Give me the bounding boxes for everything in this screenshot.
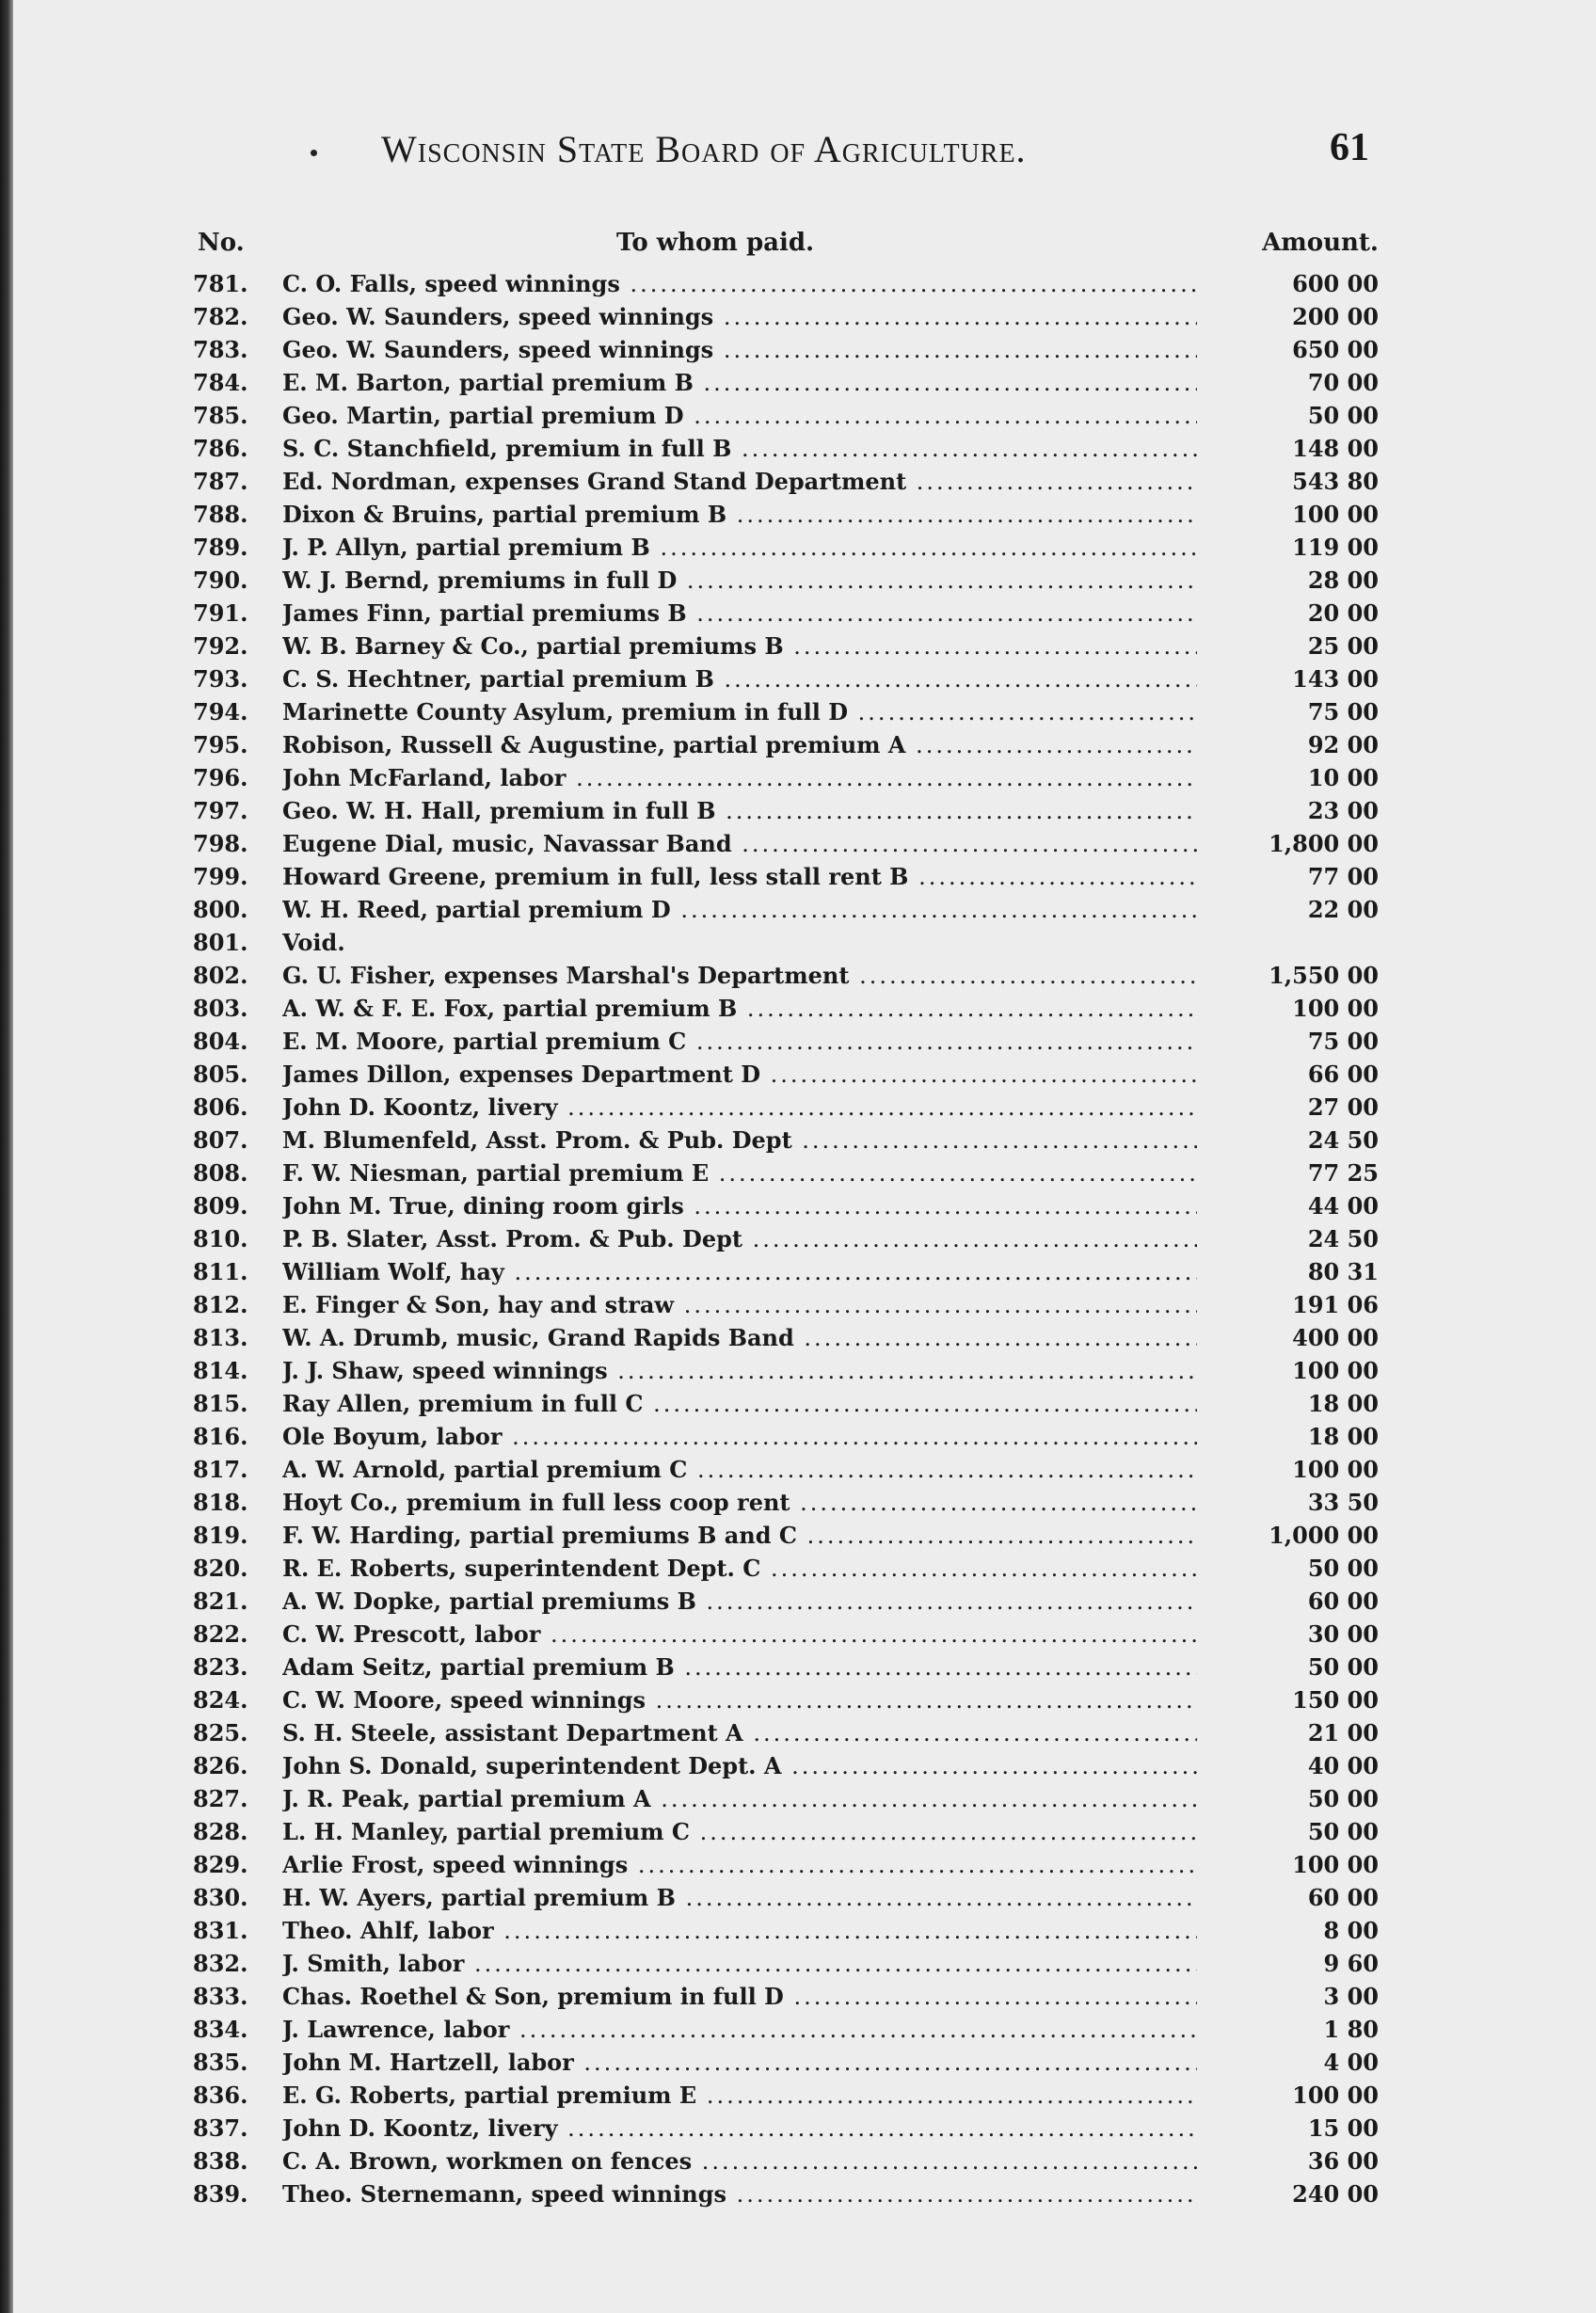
payee-description: W. J. Bernd, premiums in full D .....	[282, 566, 1197, 594]
amount-value: 28 00	[1307, 566, 1379, 594]
table-row	[184, 1353, 1379, 1386]
table-row	[184, 1551, 1379, 1584]
voucher-number: 828.	[193, 1818, 248, 1845]
amount-value: 10 00	[1307, 764, 1379, 791]
amount-value: 25 00	[1307, 632, 1379, 660]
payee-description: S. C. Stanchfield, premium in full B .....	[282, 435, 1197, 462]
voucher-number: 794.	[193, 698, 248, 726]
table-row	[184, 563, 1379, 596]
amount-value: 600 00	[1292, 270, 1379, 297]
voucher-number: 783.	[193, 336, 248, 363]
amount-value: 143 00	[1292, 665, 1379, 693]
table-row	[184, 793, 1379, 826]
amount-value: 9 60	[1323, 1950, 1379, 1977]
payee-description: J. Lawrence, labor .....	[282, 2016, 1197, 2043]
payee-description: Geo. W. H. Hall, premium in full B .....	[282, 797, 1197, 824]
table-row	[184, 1057, 1379, 1090]
amount-value: 200 00	[1292, 303, 1379, 330]
voucher-number: 816.	[193, 1423, 248, 1450]
payee-description: Theo. Sternemann, speed winnings .....	[282, 2180, 1197, 2208]
payee-description: Geo. Martin, partial premium D .....	[282, 402, 1197, 429]
table-row	[184, 991, 1379, 1024]
table-row	[184, 826, 1379, 859]
running-title: Wisconsin State Board of Agriculture.	[381, 128, 1027, 170]
amount-value: 33 50	[1307, 1489, 1379, 1516]
payee-description: R. E. Roberts, superintendent Dept. C .....	[282, 1555, 1197, 1582]
payee-description: P. B. Slater, Asst. Prom. & Pub. Dept .....	[282, 1225, 1197, 1252]
voucher-number: 839.	[193, 2180, 248, 2208]
column-header-amount: Amount.	[1262, 229, 1379, 257]
table-row	[184, 2177, 1379, 2209]
payee-description: William Wolf, hay .....	[282, 1258, 1197, 1285]
voucher-number: 838.	[193, 2147, 248, 2175]
table-row	[184, 1814, 1379, 1847]
amount-value: 30 00	[1307, 1620, 1379, 1648]
table-row	[184, 2078, 1379, 2111]
amount-value: 150 00	[1292, 1686, 1379, 1714]
amount-value: 27 00	[1307, 1093, 1379, 1121]
amount-value: 15 00	[1307, 2114, 1379, 2142]
voucher-number: 811.	[193, 1258, 248, 1285]
voucher-number: 818.	[193, 1489, 248, 1516]
column-header-to-whom-paid: To whom paid.	[616, 229, 815, 257]
payee-description: H. W. Ayers, partial premium B .....	[282, 1884, 1197, 1911]
header-dot	[311, 150, 317, 156]
table-row	[184, 1880, 1379, 1913]
amount-value: 119 00	[1292, 534, 1379, 561]
voucher-number: 795.	[193, 731, 248, 758]
amount-value: 100 00	[1292, 995, 1379, 1022]
payee-description: E. M. Moore, partial premium C .....	[282, 1028, 1197, 1055]
table-row	[184, 2045, 1379, 2078]
voucher-number: 835.	[193, 2049, 248, 2076]
table-row	[184, 1024, 1379, 1057]
amount-value: 650 00	[1292, 336, 1379, 363]
payee-description: E. Finger & Son, hay and straw .....	[282, 1291, 1197, 1318]
payee-description: C. S. Hechtner, partial premium B .....	[282, 665, 1197, 693]
payee-description: Hoyt Co., premium in full less coop rent .....	[282, 1489, 1197, 1516]
page-binding-edge	[0, 0, 13, 2313]
voucher-number: 820.	[193, 1555, 248, 1582]
table-row	[184, 497, 1379, 530]
table-row	[184, 925, 1369, 958]
amount-value: 400 00	[1292, 1324, 1379, 1351]
payee-description: Void.	[282, 929, 345, 956]
voucher-number: 831.	[193, 1917, 248, 1944]
table-row	[184, 1254, 1379, 1287]
payee-description: W. B. Barney & Co., partial premiums B .....	[282, 632, 1197, 660]
table-row	[184, 299, 1379, 332]
payee-description: Dixon & Bruins, partial premium B .....	[282, 501, 1197, 528]
amount-value: 18 00	[1307, 1423, 1379, 1450]
amount-value: 1,550 00	[1269, 962, 1379, 989]
payee-description: Geo. W. Saunders, speed winnings .....	[282, 336, 1197, 363]
amount-value: 50 00	[1307, 1818, 1379, 1845]
amount-value: 1,800 00	[1269, 830, 1379, 857]
payee-description: L. H. Manley, partial premium C .....	[282, 1818, 1197, 1845]
payee-description: A. W. Dopke, partial premiums B .....	[282, 1587, 1197, 1615]
voucher-number: 833.	[193, 1983, 248, 2010]
voucher-number: 809.	[193, 1192, 248, 1220]
voucher-number: 826.	[193, 1752, 248, 1779]
amount-value: 21 00	[1307, 1719, 1379, 1747]
voucher-number: 800.	[193, 896, 248, 923]
document-page	[184, 126, 1379, 2209]
payee-description: James Finn, partial premiums B .....	[282, 599, 1197, 627]
table-row	[184, 431, 1379, 464]
table-row	[184, 2012, 1379, 2045]
voucher-number: 823.	[193, 1653, 248, 1681]
payee-description: E. G. Roberts, partial premium E .....	[282, 2082, 1197, 2109]
table-row	[184, 958, 1379, 991]
payee-description: John S. Donald, superintendent Dept. A .....	[282, 1752, 1197, 1779]
voucher-number: 813.	[193, 1324, 248, 1351]
voucher-number: 817.	[193, 1456, 248, 1483]
voucher-number: 836.	[193, 2082, 248, 2109]
amount-value: 75 00	[1307, 698, 1379, 726]
payee-description: C. A. Brown, workmen on fences .....	[282, 2147, 1197, 2175]
payee-description: Geo. W. Saunders, speed winnings .....	[282, 303, 1197, 330]
voucher-number: 790.	[193, 566, 248, 594]
voucher-number: 834.	[193, 2016, 248, 2043]
table-row	[184, 1320, 1379, 1353]
table-row	[184, 1715, 1379, 1748]
payee-description: Robison, Russell & Augustine, partial premium A .....	[282, 731, 1197, 758]
voucher-number: 787.	[193, 468, 248, 495]
amount-value: 100 00	[1292, 1357, 1379, 1384]
payee-description: C. O. Falls, speed winnings .....	[282, 270, 1197, 297]
payee-description: S. H. Steele, assistant Department A .....	[282, 1719, 1197, 1747]
voucher-number: 805.	[193, 1061, 248, 1088]
payee-description: James Dillon, expenses Department D .....	[282, 1061, 1197, 1088]
amount-value: 191 06	[1292, 1291, 1379, 1318]
table-row	[184, 332, 1379, 365]
table-row	[184, 1650, 1379, 1683]
table-row	[184, 1452, 1379, 1485]
payee-description: John D. Koontz, livery .....	[282, 1093, 1197, 1121]
table-row	[184, 760, 1379, 793]
amount-value: 1,000 00	[1269, 1522, 1379, 1549]
payee-description: Ray Allen, premium in full C .....	[282, 1390, 1197, 1417]
table-row	[184, 266, 1379, 299]
payee-description: C. W. Prescott, labor .....	[282, 1620, 1197, 1648]
amount-value: 66 00	[1307, 1061, 1379, 1088]
amount-value: 22 00	[1307, 896, 1379, 923]
payee-description: W. H. Reed, partial premium D .....	[282, 896, 1197, 923]
voucher-number: 821.	[193, 1587, 248, 1615]
amount-value: 100 00	[1292, 2082, 1379, 2109]
payee-description: A. W. & F. E. Fox, partial premium B .....	[282, 995, 1197, 1022]
amount-value: 60 00	[1307, 1587, 1379, 1615]
table-row	[184, 629, 1379, 662]
voucher-number: 789.	[193, 534, 248, 561]
amount-value: 70 00	[1307, 369, 1379, 396]
amount-value: 100 00	[1292, 1456, 1379, 1483]
voucher-number: 798.	[193, 830, 248, 857]
table-row	[184, 530, 1379, 563]
voucher-number: 810.	[193, 1225, 248, 1252]
table-row	[184, 1386, 1379, 1419]
payee-description: Theo. Ahlf, labor .....	[282, 1917, 1197, 1944]
payee-description: J. Smith, labor .....	[282, 1950, 1197, 1977]
amount-value: 77 25	[1307, 1159, 1379, 1187]
table-row	[184, 1617, 1379, 1650]
voucher-number: 788.	[193, 501, 248, 528]
voucher-number: 812.	[193, 1291, 248, 1318]
table-row	[184, 1188, 1379, 1221]
amount-value: 50 00	[1307, 1653, 1379, 1681]
table-row	[184, 1419, 1379, 1452]
table-row	[184, 1221, 1379, 1254]
page-number: 61	[1330, 126, 1369, 169]
payee-description: John M. True, dining room girls .....	[282, 1192, 1197, 1220]
table-row	[184, 1781, 1379, 1814]
voucher-number: 806.	[193, 1093, 248, 1121]
table-row	[184, 859, 1379, 892]
payee-description: Chas. Roethel & Son, premium in full D .....	[282, 1983, 1197, 2010]
amount-value: 50 00	[1307, 402, 1379, 429]
voucher-number: 829.	[193, 1851, 248, 1878]
voucher-number: 797.	[193, 797, 248, 824]
table-row	[184, 727, 1379, 760]
payee-description: J. P. Allyn, partial premium B .....	[282, 534, 1197, 561]
table-row	[184, 2111, 1379, 2144]
voucher-number: 792.	[193, 632, 248, 660]
table-row	[184, 1913, 1379, 1946]
payee-description: J. J. Shaw, speed winnings .....	[282, 1357, 1197, 1384]
voucher-number: 785.	[193, 402, 248, 429]
table-row	[184, 1847, 1379, 1880]
payee-description: Ed. Nordman, expenses Grand Stand Department .....	[282, 468, 1197, 495]
voucher-number: 825.	[193, 1719, 248, 1747]
payee-description: A. W. Arnold, partial premium C .....	[282, 1456, 1197, 1483]
column-header-no: No.	[198, 229, 245, 257]
table-row	[184, 694, 1379, 727]
table-row	[184, 1683, 1379, 1715]
amount-value: 44 00	[1307, 1192, 1379, 1220]
voucher-number: 837.	[193, 2114, 248, 2142]
table-row	[184, 662, 1379, 694]
payee-description: F. W. Niesman, partial premium E .....	[282, 1159, 1197, 1187]
voucher-number: 807.	[193, 1126, 248, 1154]
voucher-number: 803.	[193, 995, 248, 1022]
payee-description: John McFarland, labor .....	[282, 764, 1197, 791]
table-row	[184, 1485, 1379, 1518]
table-row	[184, 1584, 1379, 1617]
payee-description: G. U. Fisher, expenses Marshal's Department .....	[282, 962, 1197, 989]
payee-description: John D. Koontz, livery .....	[282, 2114, 1197, 2142]
amount-value: 100 00	[1292, 1851, 1379, 1878]
amount-value: 18 00	[1307, 1390, 1379, 1417]
voucher-number: 830.	[193, 1884, 248, 1911]
amount-value: 75 00	[1307, 1028, 1379, 1055]
voucher-number: 801.	[193, 929, 248, 956]
table-row	[184, 1123, 1379, 1156]
voucher-number: 822.	[193, 1620, 248, 1648]
payments-table	[184, 266, 1379, 2209]
amount-value: 543 80	[1292, 468, 1379, 495]
voucher-number: 796.	[193, 764, 248, 791]
payee-description: Adam Seitz, partial premium B .....	[282, 1653, 1197, 1681]
amount-value: 77 00	[1307, 863, 1379, 890]
amount-value: 23 00	[1307, 797, 1379, 824]
payee-description: M. Blumenfeld, Asst. Prom. & Pub. Dept .....	[282, 1126, 1197, 1154]
voucher-number: 808.	[193, 1159, 248, 1187]
voucher-number: 781.	[193, 270, 248, 297]
amount-value: 92 00	[1307, 731, 1379, 758]
voucher-number: 802.	[193, 962, 248, 989]
amount-value: 50 00	[1307, 1555, 1379, 1582]
amount-value: 8 00	[1323, 1917, 1379, 1944]
payee-description: E. M. Barton, partial premium B .....	[282, 369, 1197, 396]
voucher-number: 827.	[193, 1785, 248, 1812]
payee-description: Howard Greene, premium in full, less stall rent B .....	[282, 863, 1197, 890]
voucher-number: 784.	[193, 369, 248, 396]
table-row	[184, 1287, 1379, 1320]
voucher-number: 793.	[193, 665, 248, 693]
amount-value: 1 80	[1323, 2016, 1379, 2043]
payee-description: John M. Hartzell, labor .....	[282, 2049, 1197, 2076]
table-row	[184, 1090, 1379, 1123]
amount-value: 148 00	[1292, 435, 1379, 462]
amount-value: 4 00	[1323, 2049, 1379, 2076]
payee-description: Arlie Frost, speed winnings .....	[282, 1851, 1197, 1878]
page-header	[184, 127, 1369, 183]
voucher-number: 799.	[193, 863, 248, 890]
amount-value: 100 00	[1292, 501, 1379, 528]
voucher-number: 819.	[193, 1522, 248, 1549]
amount-value: 50 00	[1307, 1785, 1379, 1812]
voucher-number: 824.	[193, 1686, 248, 1714]
payee-description: W. A. Drumb, music, Grand Rapids Band .....	[282, 1324, 1197, 1351]
table-row	[184, 1748, 1379, 1781]
table-row	[184, 1156, 1379, 1188]
table-row	[184, 2144, 1379, 2177]
table-row	[184, 1946, 1379, 1979]
table-row	[184, 1518, 1379, 1551]
amount-value: 240 00	[1292, 2180, 1379, 2208]
voucher-number: 814.	[193, 1357, 248, 1384]
voucher-number: 804.	[193, 1028, 248, 1055]
amount-value: 3 00	[1323, 1983, 1379, 2010]
payee-description: J. R. Peak, partial premium A .....	[282, 1785, 1197, 1812]
table-row	[184, 365, 1379, 398]
amount-value: 20 00	[1307, 599, 1379, 627]
amount-value: 24 50	[1307, 1225, 1379, 1252]
amount-value: 24 50	[1307, 1126, 1379, 1154]
table-row	[184, 1979, 1379, 2012]
table-row	[184, 596, 1379, 629]
payee-description: Eugene Dial, music, Navassar Band .....	[282, 830, 1197, 857]
voucher-number: 786.	[193, 435, 248, 462]
amount-value: 60 00	[1307, 1884, 1379, 1911]
amount-value: 80 31	[1307, 1258, 1379, 1285]
voucher-number: 782.	[193, 303, 248, 330]
payee-description: Ole Boyum, labor .....	[282, 1423, 1197, 1450]
voucher-number: 815.	[193, 1390, 248, 1417]
amount-value: 40 00	[1307, 1752, 1379, 1779]
payee-description: F. W. Harding, partial premiums B and C .....	[282, 1522, 1197, 1549]
table-row	[184, 398, 1379, 431]
voucher-number: 791.	[193, 599, 248, 627]
payee-description: C. W. Moore, speed winnings .....	[282, 1686, 1197, 1714]
voucher-number: 832.	[193, 1950, 248, 1977]
table-row	[184, 892, 1379, 925]
payee-description: Marinette County Asylum, premium in full D .....	[282, 698, 1197, 726]
column-headers	[184, 229, 1379, 266]
amount-value: 36 00	[1307, 2147, 1379, 2175]
table-row	[184, 464, 1379, 497]
